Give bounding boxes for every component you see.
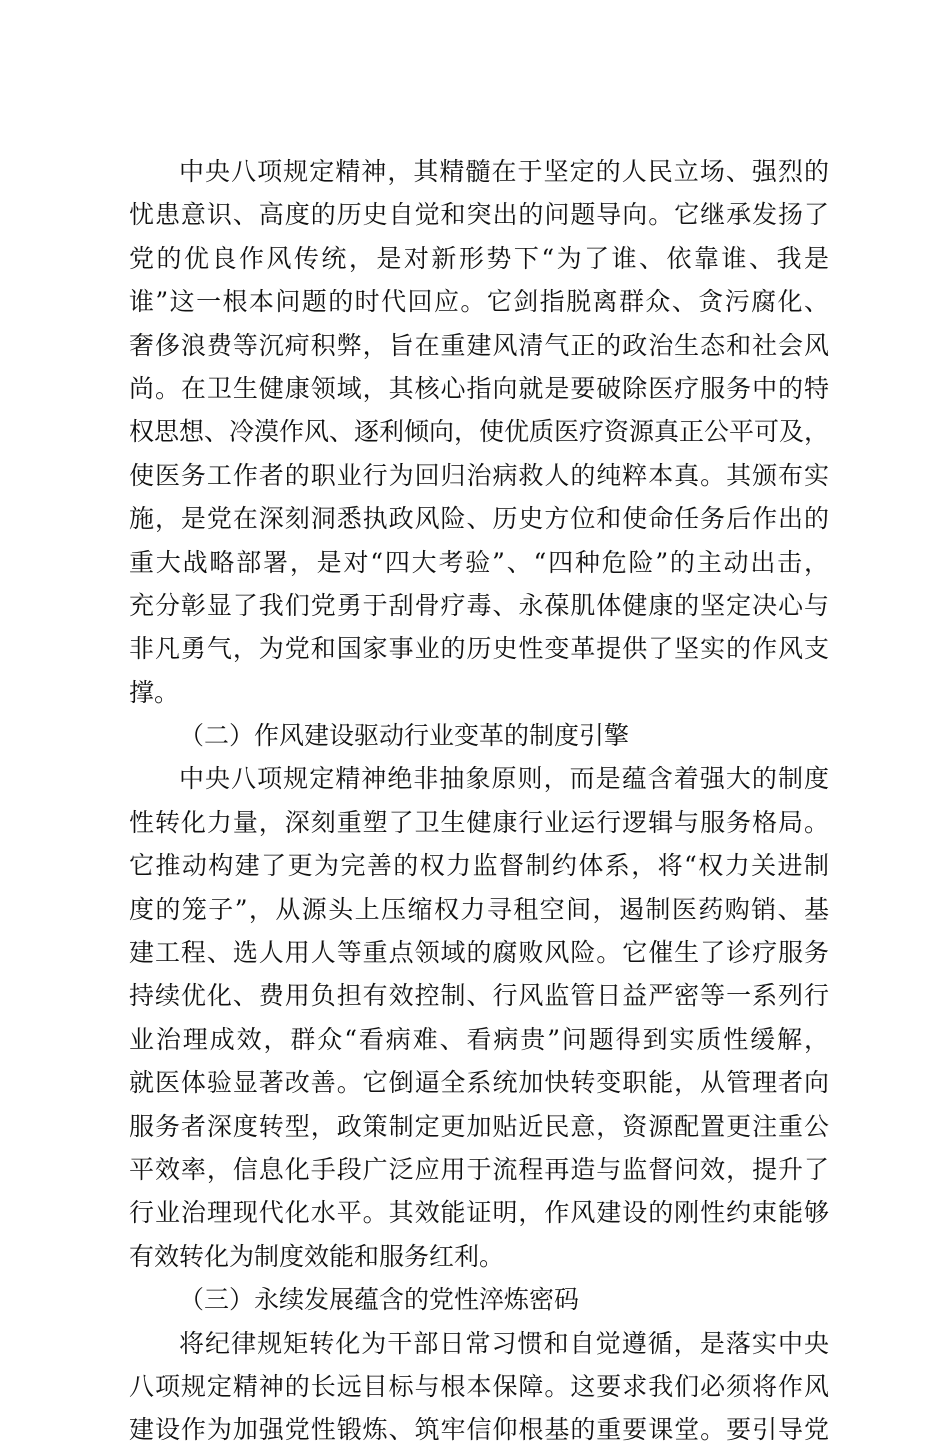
paragraph-line: 非凡勇气，为党和国家事业的历史性变革提供了坚实的作风支 (129, 634, 829, 664)
paragraph-line: 有效转化为制度效能和服务红利。 (129, 1241, 505, 1271)
paragraph-line: 八项规定精神的长远目标与根本保障。这要求我们必须将作风 (129, 1371, 829, 1401)
paragraph-line: 使医务工作者的职业行为回归治病救人的纯粹本真。其颁布实 (129, 460, 829, 490)
paragraph-line: 忧患意识、高度的历史自觉和突出的问题导向。它继承发扬了 (129, 200, 829, 230)
paragraph-line: 持续优化、费用负担有效控制、行风监管日益严密等一系列行 (129, 981, 829, 1011)
section-heading: （二）作风建设驱动行业变革的制度引擎 (179, 721, 630, 751)
paragraph-line: 将纪律规矩转化为干部日常习惯和自觉遵循，是落实中央 (179, 1328, 829, 1358)
paragraph-line: 重大战略部署，是对“四大考验”、“四种危险”的主动出击， (129, 547, 829, 577)
paragraph-line: 建设作为加强党性锻炼、筑牢信仰根基的重要课堂。要引导党 (129, 1415, 829, 1445)
paragraph-line: 度的笼子”，从源头上压缩权力寻租空间，遏制医药购销、基 (129, 894, 829, 924)
paragraph-line: 就医体验显著改善。它倒逼全系统加快转变职能，从管理者向 (129, 1068, 829, 1098)
paragraph-line: 建工程、选人用人等重点领域的腐败风险。它催生了诊疗服务 (129, 938, 829, 968)
paragraph-line: 施，是党在深刻洞悉执政风险、历史方位和使命任务后作出的 (129, 504, 829, 534)
paragraph-line: 性转化力量，深刻重塑了卫生健康行业运行逻辑与服务格局。 (129, 807, 829, 837)
paragraph-line: 谁”这一根本问题的时代回应。它剑指脱离群众、贪污腐化、 (129, 287, 829, 317)
paragraph-line: 业治理成效，群众“看病难、看病贵”问题得到实质性缓解， (129, 1024, 829, 1054)
paragraph-line: 权思想、冷漠作风、逐利倾向，使优质医疗资源真正公平可及， (129, 417, 830, 447)
document-body (129, 150, 829, 1452)
paragraph-line: 它推动构建了更为完善的权力监督制约体系，将“权力关进制 (129, 851, 829, 881)
paragraph-line: 充分彰显了我们党勇于刮骨疗毒、永葆肌体健康的坚定决心与 (129, 590, 829, 620)
paragraph-line: 撑。 (129, 677, 180, 707)
paragraph-line: 中央八项规定精神绝非抽象原则，而是蕴含着强大的制度 (179, 764, 829, 794)
paragraph-line: 中央八项规定精神，其精髓在于坚定的人民立场、强烈的 (179, 157, 829, 186)
paragraph-line: 行业治理现代化水平。其效能证明，作风建设的刚性约束能够 (129, 1198, 829, 1228)
paragraph-line: 奢侈浪费等沉疴积弊，旨在重建风清气正的政治生态和社会风 (129, 330, 829, 360)
section-heading: （三）永续发展蕴含的党性淬炼密码 (179, 1285, 580, 1315)
paragraph-line: 尚。在卫生健康领域，其核心指向就是要破除医疗服务中的特 (129, 373, 829, 403)
paragraph-line: 平效率，信息化手段广泛应用于流程再造与监督问效，提升了 (129, 1154, 829, 1184)
paragraph-line: 党的优良作风传统，是对新形势下“为了谁、依靠谁、我是 (129, 243, 829, 273)
paragraph-line: 服务者深度转型，政策制定更加贴近民意，资源配置更注重公 (129, 1111, 829, 1141)
